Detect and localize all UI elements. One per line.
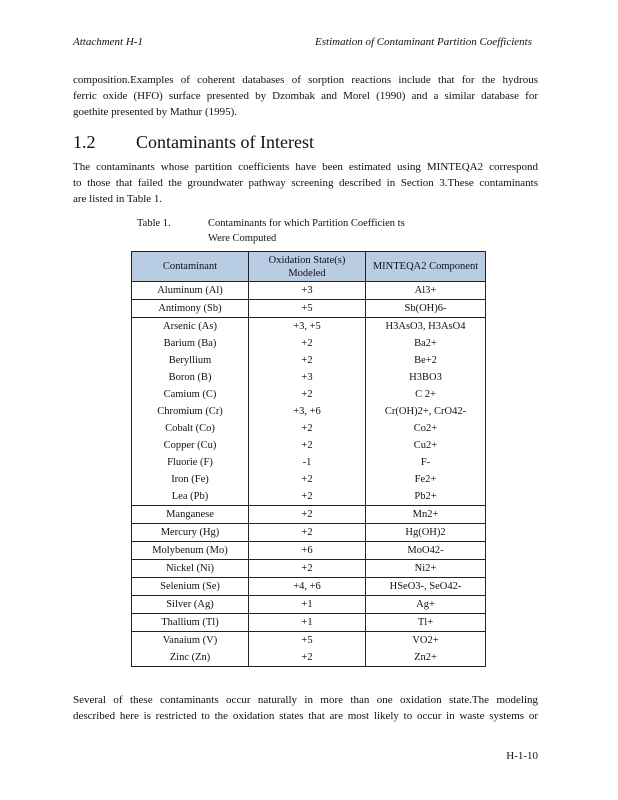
intro-line: goethite presented by Mathur (1995).: [73, 106, 238, 118]
table-cell-oxidation: +5: [249, 632, 366, 650]
table-header-cell: Oxidation State(s) Modeled: [249, 252, 366, 282]
section-line: are listed in Table 1.: [73, 193, 163, 205]
table-cell-oxidation: +2: [249, 649, 366, 667]
table-row: [132, 614, 486, 632]
table-cell-oxidation: +2: [249, 524, 366, 542]
intro-line: ferric oxide (HFO) surface presented by Dzombak and Morel (1990) and a similar database for: [73, 90, 538, 102]
table-cell-contaminant: Vanaium (V): [132, 632, 249, 650]
table-cell-oxidation: +2: [249, 488, 366, 506]
closing-paragraph: [73, 692, 538, 724]
table-cell-component: Hg(OH)2: [366, 524, 486, 542]
table-cell-contaminant: Chromium (Cr): [132, 403, 249, 420]
section-title: Contaminants of Interest: [136, 132, 314, 152]
table-row: [132, 352, 486, 369]
table-cell-contaminant: Copper (Cu): [132, 437, 249, 454]
table-cell-oxidation: +3, +6: [249, 403, 366, 420]
table-row: [132, 506, 486, 524]
table-cell-contaminant: Aluminum (Al): [132, 282, 249, 300]
table-cell-component: F-: [366, 454, 486, 471]
table-cell-component: Al3+: [366, 282, 486, 300]
table-cell-contaminant: Selenium (Se): [132, 578, 249, 596]
section-heading: [73, 132, 314, 153]
table-cell-contaminant: Boron (B): [132, 369, 249, 386]
table-cell-contaminant: Fluorie (F): [132, 454, 249, 471]
table-cell-component: Pb2+: [366, 488, 486, 506]
table-cell-oxidation: +4, +6: [249, 578, 366, 596]
table-caption-label: Table 1.: [137, 218, 171, 229]
table-row: [132, 454, 486, 471]
table-cell-oxidation: +2: [249, 420, 366, 437]
table-cell-oxidation: -1: [249, 454, 366, 471]
table-cell-oxidation: +1: [249, 596, 366, 614]
table-cell-component: Fe2+: [366, 471, 486, 488]
table-cell-oxidation: +2: [249, 560, 366, 578]
table-cell-oxidation: +5: [249, 300, 366, 318]
table-cell-oxidation: +6: [249, 542, 366, 560]
table-cell-oxidation: +3, +5: [249, 318, 366, 336]
table-row: [132, 420, 486, 437]
intro-paragraph: [73, 72, 538, 120]
table-cell-contaminant: Antimony (Sb): [132, 300, 249, 318]
table-cell-contaminant: Molybenum (Mo): [132, 542, 249, 560]
header-right: Estimation of Contaminant Partition Coefficients: [315, 36, 532, 48]
table-cell-component: Ba2+: [366, 335, 486, 352]
table-cell-component: H3BO3: [366, 369, 486, 386]
table-cell-contaminant: Mercury (Hg): [132, 524, 249, 542]
table-cell-component: H3AsO3, H3AsO4: [366, 318, 486, 336]
table-cell-component: Cr(OH)2+, CrO42-: [366, 403, 486, 420]
table-cell-contaminant: Barium (Ba): [132, 335, 249, 352]
table-cell-component: Mn2+: [366, 506, 486, 524]
table-cell-component: Cu2+: [366, 437, 486, 454]
table-cell-oxidation: +2: [249, 335, 366, 352]
table-cell-contaminant: Camium (C): [132, 386, 249, 403]
table-caption-line: Contaminants for which Partition Coefficien ts: [208, 218, 405, 229]
table-cell-component: C 2+: [366, 386, 486, 403]
table-cell-contaminant: Lea (Pb): [132, 488, 249, 506]
table-cell-component: VO2+: [366, 632, 486, 650]
table-cell-oxidation: +2: [249, 437, 366, 454]
section-line: The contaminants whose partition coefficients have been estimated using MINTEQA2 correspond: [73, 161, 538, 173]
table-cell-component: Ni2+: [366, 560, 486, 578]
table-row: [132, 524, 486, 542]
table-cell-contaminant: Beryllium: [132, 352, 249, 369]
table-row: [132, 649, 486, 667]
table-header-cell: MINTEQA2 Component: [366, 252, 486, 282]
contaminants-table: [131, 251, 486, 667]
header-left: Attachment H-1: [73, 36, 143, 48]
closing-line: described here is restricted to the oxidation states that are most likely to occur in waste systems or: [73, 710, 538, 722]
table-cell-contaminant: Cobalt (Co): [132, 420, 249, 437]
table-cell-contaminant: Manganese: [132, 506, 249, 524]
section-number: 1.2: [73, 132, 96, 152]
table-row: [132, 403, 486, 420]
table-cell-contaminant: Iron (Fe): [132, 471, 249, 488]
table-cell-oxidation: +2: [249, 506, 366, 524]
table-cell-component: HSeO3-, SeO42-: [366, 578, 486, 596]
table-row: [132, 335, 486, 352]
table-cell-contaminant: Zinc (Zn): [132, 649, 249, 667]
table-cell-component: Sb(OH)6-: [366, 300, 486, 318]
table-row: [132, 632, 486, 650]
section-paragraph: [73, 159, 538, 207]
table-cell-component: Ag+: [366, 596, 486, 614]
table-row: [132, 542, 486, 560]
table-row: [132, 282, 486, 300]
intro-line: composition.Examples of coherent databases of sorption reactions include that for the hydrous: [73, 74, 538, 86]
closing-line: Several of these contaminants occur naturally in more than one oxidation state.The modeling: [73, 694, 538, 706]
table-row: [132, 471, 486, 488]
table-cell-oxidation: +1: [249, 614, 366, 632]
table-row: [132, 300, 486, 318]
table-cell-oxidation: +3: [249, 369, 366, 386]
table-cell-oxidation: +2: [249, 352, 366, 369]
table-row: [132, 369, 486, 386]
table-cell-oxidation: +2: [249, 386, 366, 403]
table-header-cell: Contaminant: [132, 252, 249, 282]
table-cell-component: MoO42-: [366, 542, 486, 560]
table-cell-contaminant: Thallium (Tl): [132, 614, 249, 632]
table-cell-contaminant: Arsenic (As): [132, 318, 249, 336]
table-row: [132, 318, 486, 336]
page-number: H-1-10: [506, 750, 538, 762]
table-cell-contaminant: Nickel (Ni): [132, 560, 249, 578]
table-cell-oxidation: +3: [249, 282, 366, 300]
table-row: [132, 596, 486, 614]
table-row: [132, 578, 486, 596]
table-caption: [137, 216, 477, 246]
table-cell-component: Tl+: [366, 614, 486, 632]
table-row: [132, 488, 486, 506]
table-body: [132, 282, 486, 667]
table-cell-contaminant: Silver (Ag): [132, 596, 249, 614]
table-row: [132, 437, 486, 454]
table-caption-line: Were Computed: [208, 233, 277, 244]
section-line: to those that failed the groundwater pathway screening described in Section 3.These contaminants: [73, 177, 538, 189]
table-cell-oxidation: +2: [249, 471, 366, 488]
table-row: [132, 386, 486, 403]
table-cell-component: Be+2: [366, 352, 486, 369]
table-cell-component: Zn2+: [366, 649, 486, 667]
table-cell-component: Co2+: [366, 420, 486, 437]
table-row: [132, 560, 486, 578]
